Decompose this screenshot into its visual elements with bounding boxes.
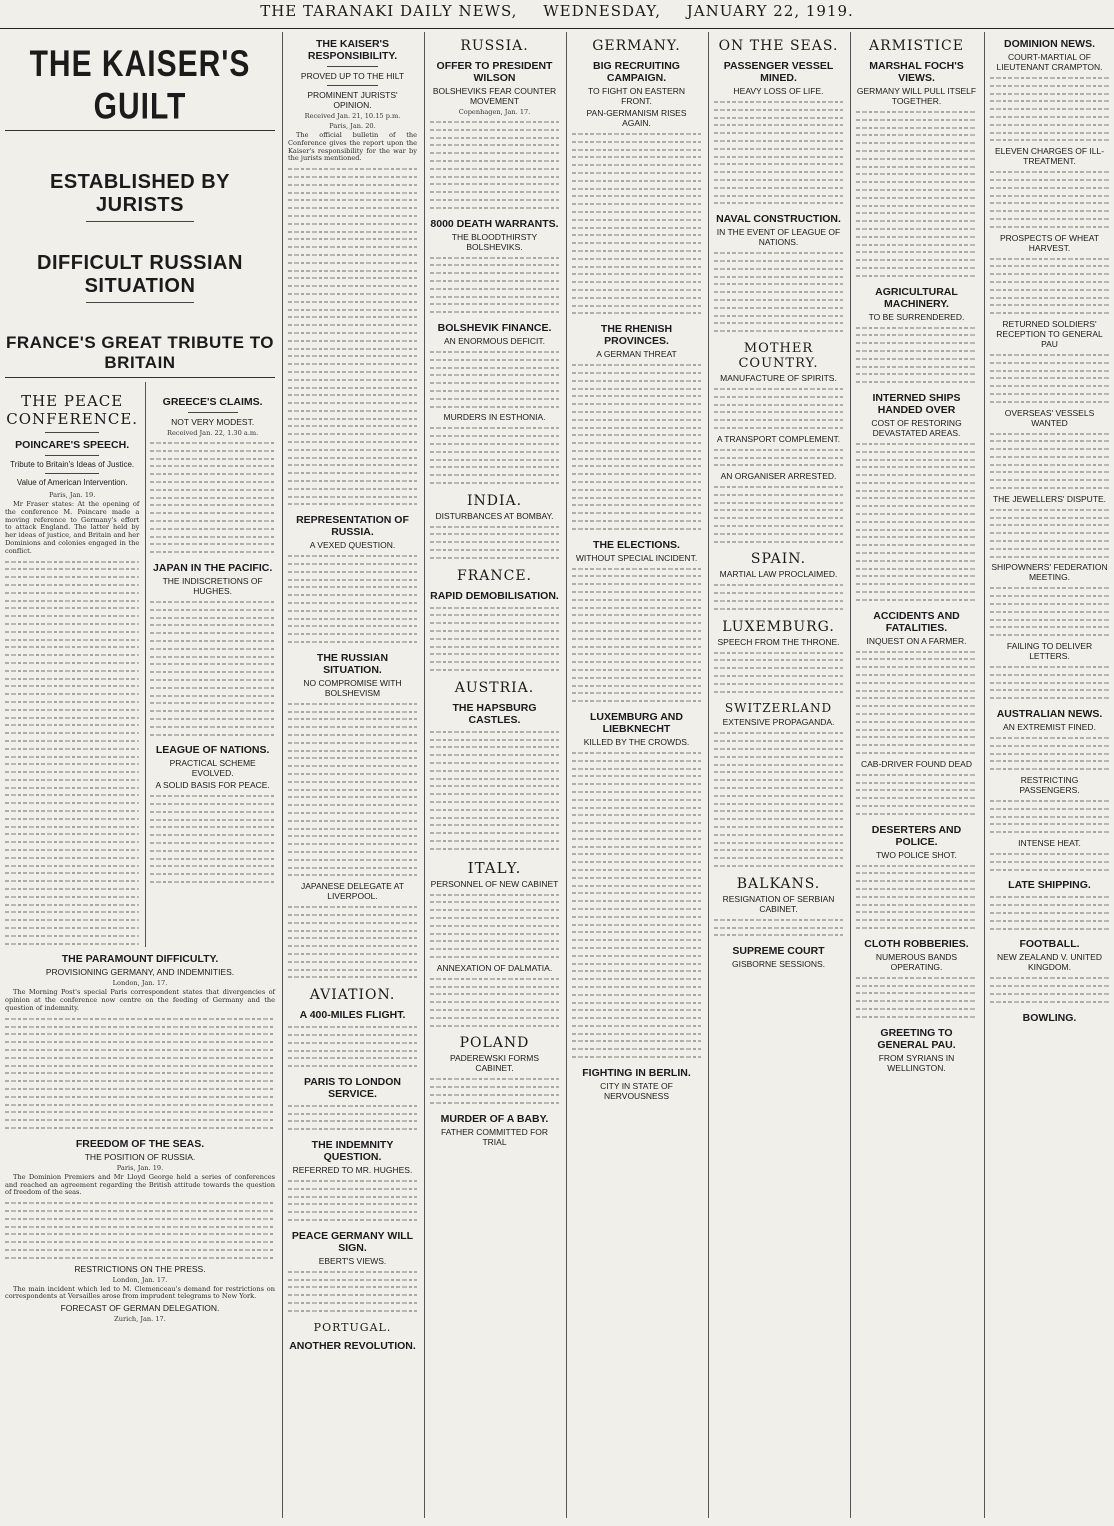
column-text [990, 351, 1109, 406]
switz-heading: SWITZERLAND [724, 701, 833, 716]
league-heading: LEAGUE OF NATIONS. [155, 744, 270, 757]
kaiser-subhead: PROVED UP TO THE HILT [300, 71, 405, 81]
column-text [288, 165, 417, 508]
article-text: The Dominion Premiers and Mr Lloyd George held a series of conferences and reached an agreement regarding the British attitude towards the question of freedom of the seas. [5, 1172, 275, 1197]
revolution-heading: ANOTHER REVOLUTION. [289, 1339, 416, 1352]
column-text [430, 891, 559, 961]
propaganda-subhead: EXTENSIVE PROPAGANDA. [722, 717, 835, 728]
jewellers-subhead: THE JEWELLERS' DISPUTE. [992, 493, 1107, 504]
forecast-heading: FORECAST OF GERMAN DELEGATION. [60, 1303, 220, 1314]
value-subhead: Value of American Intervention. [16, 478, 128, 487]
column-text [714, 916, 843, 939]
demob-heading: RAPID DEMOBILISATION. [430, 589, 559, 602]
freedom-heading: FREEDOM OF THE SEAS. [75, 1137, 205, 1150]
fighting-heading: FIGHTING IN BERLIN. [582, 1066, 691, 1079]
extremist-subhead: AN EXTREMIST FINED. [1003, 722, 1096, 733]
main-headline: THE KAISER'S GUILT [29, 43, 251, 128]
mined-heading: PASSENGER VESSEL MINED. [723, 60, 834, 84]
column-text [288, 903, 417, 981]
column-7 [850, 32, 982, 1518]
column-text [288, 1023, 417, 1070]
complement-subhead: A TRANSPORT COMPLEMENT. [716, 433, 841, 444]
flight-heading: A 400-MILES FLIGHT. [299, 1009, 406, 1022]
rhenish-heading: THE RHENISH PROVINCES. [600, 323, 673, 348]
situation-heading: THE RUSSIAN SITUATION. [316, 651, 389, 676]
paper-title: THE TARANAKI DAILY NEWS, [260, 2, 518, 20]
recruit-heading: BIG RECRUITING CAMPAIGN. [593, 60, 680, 84]
column-text [714, 446, 843, 469]
ships-heading: INTERNED SHIPS HANDED OVER [872, 391, 961, 416]
foch-heading: MARSHAL FOCH'S VIEWS. [869, 60, 964, 84]
resignation-subhead: RESIGNATION OF SERBIAN CABINET. [722, 893, 835, 914]
column-text [990, 893, 1109, 932]
column-text [714, 385, 843, 432]
indemnity-subhead: REFERRED TO MR. HUGHES. [292, 1165, 413, 1176]
aviation-heading: AVIATION. [309, 987, 396, 1004]
bowling-heading: BOWLING. [1022, 1011, 1077, 1024]
column-text [572, 130, 701, 317]
seas-heading: ON THE SEAS. [718, 38, 839, 54]
column-text [856, 974, 977, 1021]
column-text [990, 430, 1109, 492]
column-text [430, 254, 559, 316]
column-text [430, 523, 559, 562]
court-martial-subhead: COURT-MARTIAL OF LIEUTENANT CRAMPTON. [996, 52, 1103, 72]
greece-subhead: NOT VERY MODEST. [171, 417, 255, 427]
martial-subhead: MARTIAL LAW PROCLAIMED. [719, 569, 838, 580]
dateline: London, Jan. 17. [112, 979, 168, 988]
pan-subhead: PAN-GERMANISM RISES AGAIN. [586, 108, 687, 128]
castles-heading: THE HAPSBURG CASTLES. [452, 701, 537, 726]
column-text [714, 483, 843, 545]
column-text [856, 648, 977, 757]
received-line: Received Jan. 22, 1.30 a.m. [167, 429, 259, 437]
shot-subhead: TWO POLICE SHOT. [876, 849, 957, 860]
balkans-heading: BALKANS. [736, 875, 821, 892]
column-text [150, 439, 275, 556]
paramount-heading: THE PARAMOUNT DIFFICULTY. [61, 953, 219, 966]
vessels-subhead: OVERSEAS' VESSELS WANTED [1004, 407, 1095, 428]
article-text: Mr Fraser states: At the opening of the conference M. Poincare made a moving reference to Germany's effort to attack England. The latter held by her ideas of justice, and Britain and her Dominions and colonies engaged in the conflict. [5, 500, 140, 555]
situation-subhead: NO COMPROMISE WITH BOLSHEVISM [303, 677, 402, 698]
column-text [430, 348, 559, 410]
organiser-subhead: AN ORGANISER ARRESTED. [720, 471, 837, 482]
column-text [714, 649, 843, 696]
accidents-heading: ACCIDENTS AND FATALITIES. [873, 609, 960, 634]
deserters-heading: DESERTERS AND POLICE. [871, 823, 962, 848]
luxemburg-heading: LUXEMBURG. [722, 618, 835, 635]
column-text [990, 974, 1109, 1005]
city-subhead: CITY IN STATE OF NERVOUSNESS [600, 1080, 673, 1101]
kaiser-subhead-2: PROMINENT JURISTS' OPINION. [307, 90, 398, 110]
dateline: Zurich, Jan. 17. [114, 1315, 166, 1324]
russia-heading: RUSSIA. [460, 38, 529, 54]
foch-subhead: GERMANY WILL PULL ITSELF TOGETHER. [856, 86, 977, 106]
loss-subhead: HEAVY LOSS OF LIFE. [733, 86, 824, 96]
peace-heading: THE PEACE CONFERENCE. [6, 392, 139, 428]
shipping-heading: LATE SHIPPING. [1008, 879, 1091, 892]
indemnity-heading: THE INDEMNITY QUESTION. [311, 1139, 394, 1164]
column-text [572, 749, 701, 1061]
article-text: The main incident which led to M. Clemenceau's demand for restrictions on correspondents at Versailles arose from imprudent telegrams to New York. [5, 1284, 275, 1301]
received-line: Received Jan. 21, 10.15 p.m. [304, 112, 401, 120]
lux-heading: LUXEMBURG AND LIEBKNECHT [590, 711, 683, 735]
naval-heading: NAVAL CONSTRUCTION. [716, 213, 841, 226]
column-text [572, 565, 701, 705]
syrians-subhead: FROM SYRIANS IN WELLINGTON. [878, 1052, 955, 1073]
column-text [5, 1015, 275, 1132]
elections-heading: THE ELECTIONS. [593, 538, 680, 551]
charges-subhead: ELEVEN CHARGES OF ILL-TREATMENT. [994, 146, 1105, 167]
column-text [288, 552, 417, 646]
greeting-heading: GREETING TO GENERAL PAU. [877, 1026, 956, 1051]
column-4 [424, 32, 564, 1518]
austria-heading: AUSTRIA. [454, 679, 535, 696]
agri-heading: AGRICULTURAL MACHINERY. [875, 285, 958, 310]
column-text [856, 108, 977, 280]
article-text: The official bulletin of the Conference gives the report upon the Kaiser's responsibility for the war by the jurists mentioned. [288, 131, 417, 163]
column-text [856, 440, 977, 604]
poincare-heading: POINCARE'S SPEECH. [15, 439, 130, 451]
column-text [990, 506, 1109, 561]
column-text [150, 792, 275, 886]
column-text [990, 797, 1109, 836]
representation-subhead: A VEXED QUESTION. [309, 540, 396, 551]
dominion-heading: DOMINION NEWS. [1004, 38, 1095, 50]
dateline: Paris, Jan. 19. [116, 1163, 164, 1172]
nz-subhead: NEW ZEALAND V. UNITED KINGDOM. [996, 952, 1102, 973]
murder-heading: MURDER OF A BABY. [440, 1112, 549, 1125]
column-text [990, 734, 1109, 773]
elections-subhead: WITHOUT SPECIAL INCIDENT. [575, 552, 698, 563]
murders-heading: MURDERS IN ESTHONIA. [443, 412, 546, 423]
column-text [990, 255, 1109, 317]
shipowners-subhead: SHIPOWNERS' FEDERATION MEETING. [991, 562, 1108, 583]
column-text [430, 728, 559, 853]
warrants-subhead: THE BLOODTHIRSTY BOLSHEVIKS. [451, 231, 538, 252]
headline-russian: DIFFICULT RUSSIAN SITUATION [37, 252, 243, 297]
heat-subhead: INTENSE HEAT. [1018, 837, 1081, 848]
gisborne-subhead: GISBORNE SESSIONS. [731, 959, 826, 970]
column-1 [0, 32, 280, 1518]
column-text [714, 581, 843, 612]
finance-heading: BOLSHEVIK FINANCE. [437, 321, 552, 334]
column-text [856, 862, 977, 932]
portugal-heading: PORTUGAL. [313, 1320, 392, 1334]
poland-heading: POLAND [459, 1035, 530, 1052]
dateline: Copenhagen, Jan. 17. [458, 108, 531, 116]
column-text [288, 1102, 417, 1133]
column-6 [708, 32, 848, 1518]
column-text [990, 850, 1109, 873]
italy-heading: ITALY. [467, 858, 522, 877]
ships-subhead: COST OF RESTORING DEVASTATED AREAS. [871, 417, 962, 438]
column-text [714, 729, 843, 869]
paper-date: JANUARY 22, 1919. [686, 2, 854, 20]
column-text [5, 558, 139, 948]
spain-heading: SPAIN. [750, 551, 807, 568]
germany-heading: GERMANY. [592, 38, 681, 54]
column-text [430, 604, 559, 674]
column-text [990, 74, 1109, 144]
dalmatia-heading: ANNEXATION OF DALMATIA. [436, 962, 553, 973]
spirits-subhead: MANUFACTURE OF SPIRITS. [720, 372, 837, 383]
column-text [430, 975, 559, 1030]
column-text [430, 424, 559, 486]
column-text [288, 1177, 417, 1224]
cloth-heading: CLOTH ROBBERIES. [864, 937, 969, 950]
column-text [990, 584, 1109, 639]
rhenish-subhead: A GERMAN THREAT [596, 349, 677, 360]
india-subhead: DISTURBANCES AT BOMBAY. [435, 510, 554, 521]
france-heading: FRANCE. [457, 567, 532, 584]
armistice-heading: ARMISTICE [869, 38, 964, 54]
ebert-subhead: EBERT'S VIEWS. [318, 1255, 387, 1266]
column-text [288, 700, 417, 879]
column-text [288, 1268, 417, 1315]
column-text [5, 1199, 275, 1261]
naval-subhead: IN THE EVENT OF LEAGUE OF NATIONS. [716, 227, 841, 248]
restricting-subhead: RESTRICTING PASSENGERS. [1019, 775, 1080, 795]
warrants-heading: 8000 DEATH WARRANTS. [430, 217, 559, 230]
column-8 [984, 32, 1114, 1518]
column-text [430, 118, 559, 212]
cabinet-subhead: PERSONNEL OF NEW CABINET [430, 878, 559, 889]
freedom-subhead: THE POSITION OF RUSSIA. [84, 1151, 196, 1162]
japanese-heading: JAPANESE DELEGATE AT LIVERPOOL. [301, 881, 404, 902]
dateline: London, Jan. 17. [112, 1275, 168, 1284]
league-subhead-2: A SOLID BASIS FOR PEACE. [155, 780, 270, 791]
paramount-subhead: PROVISIONING GERMANY, AND INDEMNITIES. [45, 967, 235, 978]
japan-subhead: THE INDISCRETIONS OF HUGHES. [162, 575, 263, 596]
column-5 [566, 32, 706, 1518]
article-text: The Morning Post's special Paris correspondent states that divergencies of opinion at the conference now centre on the feeding of Germany and the question of indemnity. [5, 988, 275, 1013]
tribute-subhead: Tribute to Britain's Ideas of Justice. [10, 460, 135, 469]
masthead [0, 2, 1114, 29]
court-heading: SUPREME COURT [732, 945, 825, 958]
paderewski-subhead: PADEREWSKI FORMS CABINET. [449, 1053, 540, 1074]
column-text [990, 663, 1109, 702]
bands-subhead: NUMEROUS BANDS OPERATING. [875, 951, 958, 972]
paper-day: WEDNESDAY, [543, 2, 661, 20]
peace-sign-heading: PEACE GERMANY WILL SIGN. [291, 1229, 414, 1254]
japan-heading: JAPAN IN THE PACIFIC. [153, 561, 273, 574]
restrictions-heading: RESTRICTIONS ON THE PRESS. [74, 1263, 206, 1274]
column-text [714, 98, 843, 207]
cab-subhead: CAB-DRIVER FOUND DEAD [861, 758, 972, 769]
agri-subhead: TO BE SURRENDERED. [868, 311, 965, 322]
letters-subhead: FAILING TO DELIVER LETTERS. [1006, 641, 1093, 662]
column-text [572, 361, 701, 533]
column-text [856, 771, 977, 818]
paris-london-heading: PARIS TO LONDON SERVICE. [303, 1075, 402, 1100]
inquest-subhead: INQUEST ON A FARMER. [866, 635, 967, 646]
speech-subhead: SPEECH FROM THE THRONE. [717, 636, 840, 647]
wheat-subhead: PROSPECTS OF WHEAT HARVEST. [999, 232, 1100, 253]
greece-heading: GREECE'S CLAIMS. [162, 396, 263, 408]
india-heading: INDIA. [466, 492, 523, 509]
dateline: Paris, Jan. 20. [329, 122, 376, 130]
football-heading: FOOTBALL. [1019, 938, 1080, 951]
headline-jurists: ESTABLISHED BY JURISTS [50, 171, 230, 216]
column-3 [282, 32, 422, 1518]
kaiser-heading: THE KAISER'S RESPONSIBILITY. [307, 38, 398, 62]
headline-france: FRANCE'S GREAT TRIBUTE TO BRITAIN [5, 333, 275, 372]
column-text [990, 168, 1109, 230]
recruit-subhead: TO FIGHT ON EASTERN FRONT. [588, 86, 685, 106]
australian-heading: AUSTRALIAN NEWS. [996, 708, 1103, 721]
representation-heading: REPRESENTATION OF RUSSIA. [296, 514, 409, 539]
column-text [150, 598, 275, 738]
father-subhead: FATHER COMMITTED FOR TRIAL [440, 1126, 549, 1147]
column-text [856, 324, 977, 386]
dateline: Paris, Jan. 19. [48, 491, 96, 499]
offer-subhead: BOLSHEVIKS FEAR COUNTER MOVEMENT [432, 86, 557, 106]
offer-heading: OFFER TO PRESIDENT WILSON [436, 60, 553, 84]
column-text [430, 1075, 559, 1106]
league-subhead: PRACTICAL SCHEME EVOLVED. [169, 758, 256, 779]
soldiers-subhead: RETURNED SOLDIERS' RECEPTION TO GENERAL PAU [996, 318, 1103, 349]
killed-subhead: KILLED BY THE CROWDS. [583, 737, 690, 747]
finance-subhead: AN ENORMOUS DEFICIT. [443, 335, 546, 346]
mother-heading: MOTHER COUNTRY. [738, 340, 819, 371]
column-text [714, 249, 843, 335]
